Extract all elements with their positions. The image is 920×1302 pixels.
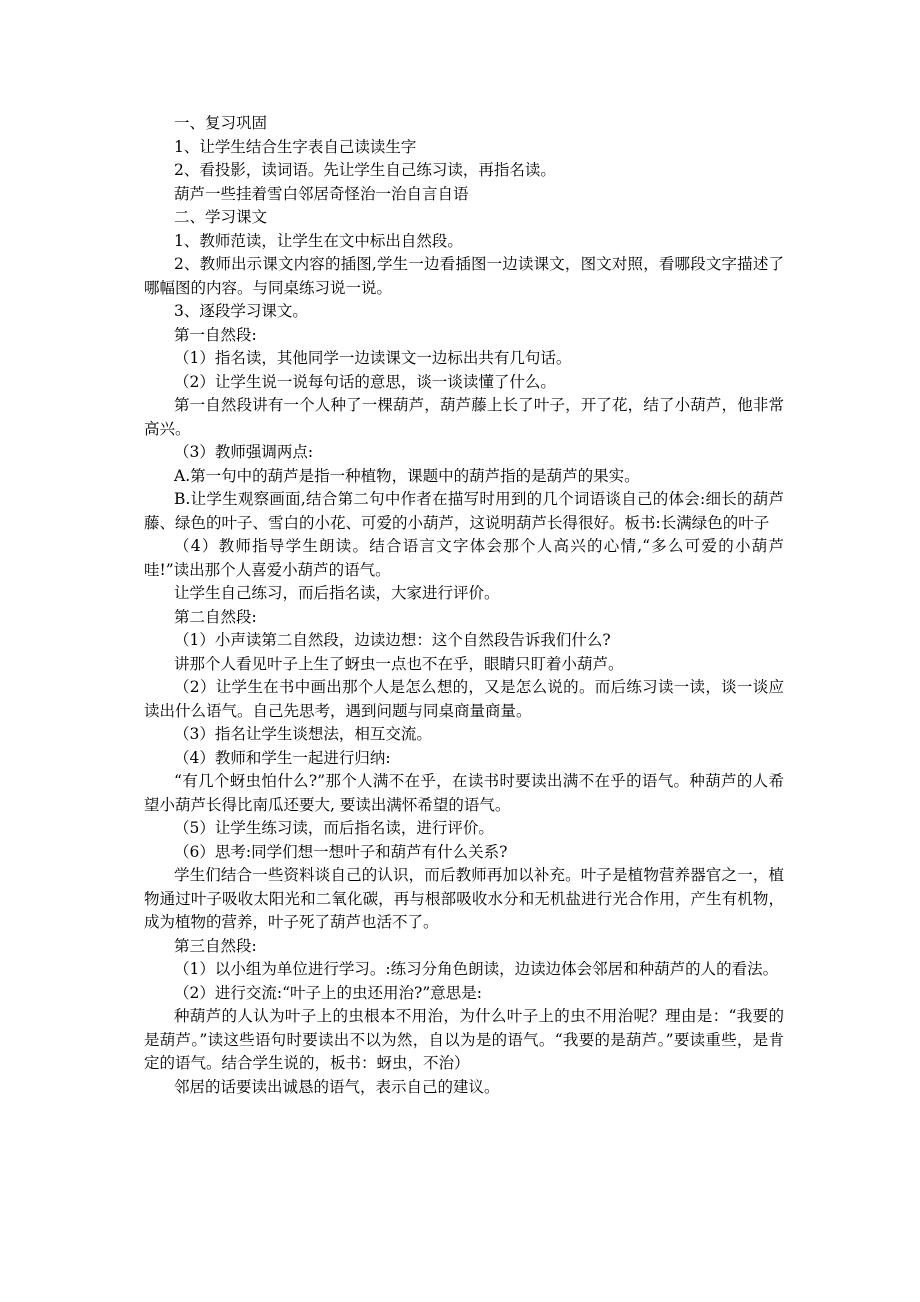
section-label-first: 第一自然段:	[174, 325, 257, 344]
paragraph: （4）教师指导学生朗读。结合语言文字体会那个人高兴的心情,“多么可爱的小葫芦哇!”读出那个人喜爱小葫芦的语气。	[144, 537, 784, 579]
paragraph: 第一自然段讲有一个人种了一棵葫芦，葫芦藤上长了叶子，开了花，结了小葫芦，他非常高兴。	[144, 396, 784, 438]
paragraph: （3）教师强调两点:	[174, 443, 314, 461]
paragraph: B.让学生观察画面,结合第二句中作者在描写时用到的几个词语谈自己的体会:细长的葫芦藤、绿色的叶子、雪白的小花、可爱的小葫芦，这说明葫芦长得很好。板书:长满绿色的叶子	[144, 490, 784, 532]
paragraph: （1）小声读第二自然段，边读边想：这个自然段告诉我们什么?	[174, 631, 611, 649]
paragraph: （6）思考:同学们想一想叶子和葫芦有什么关系?	[174, 842, 508, 861]
paragraph: 让学生自己练习，而后指名读，大家进行评价。	[174, 584, 500, 602]
paragraph: 讲那个人看见叶子上生了蚜虫一点也不在乎，眼睛只盯着小葫芦。	[174, 654, 624, 673]
paragraph: 学生们结合一些资料谈自己的认识，而后教师再加以补充。叶子是植物营养器官之一，植物通过叶子吸收太阳光和二氧化碳，再与根部吸收水分和无机盐进行光合作用，产生有机物，成为植物的营养，叶子死了葫芦也活不了。	[144, 866, 784, 931]
section-label-third: 第三自然段:	[174, 936, 257, 955]
heading-review: 一、复习巩固	[174, 114, 268, 132]
paragraph: 1、教师范读，让学生在文中标出自然段。	[174, 231, 463, 250]
paragraph: （1）以小组为单位进行学习。:练习分角色朗读，边读边体会邻居和种葫芦的人的看法。	[174, 960, 779, 978]
paragraph: （3）指名让学生谈想法，相互交流。	[174, 725, 432, 743]
paragraph: 种葫芦的人认为叶子上的虫根本不用治，为什么叶子上的虫不用治呢？理由是：“我要的是葫芦。”读这些语句时要读出不以为然，自以为是的语气。“我要的是葫芦。”要读重些，是肯定的语气。结合学生说的，板书：蚜虫，不治）	[144, 1007, 784, 1072]
paragraph: 2、教师出示课文内容的插图,学生一边看插图一边读课文，图文对照，看哪段文字描述了哪幅图的内容。与同桌练习说一说。	[144, 255, 784, 297]
vocabulary-list: 葫芦一些挂着雪白邻居奇怪治一治自言自语	[174, 184, 469, 203]
paragraph: “有几个蚜虫怕什么?”那个人满不在乎，在读书时要读出满不在乎的语气。种葫芦的人希望小葫芦长得比南瓜还要大, 要读出满怀希望的语气。	[144, 772, 784, 814]
paragraph: 2、看投影，读词语。先让学生自己练习读，再指名读。	[174, 161, 556, 179]
paragraph: 1、让学生结合生字表自己读读生字	[174, 137, 417, 156]
paragraph: （2）进行交流:“叶子上的虫还用治?”意思是:	[174, 983, 482, 1002]
heading-learn-text: 二、学习课文	[174, 208, 268, 226]
lesson-plan-text	[144, 112, 784, 1099]
paragraph: （1）指名读，其他同学一边读课文一边标出共有几句话。	[174, 349, 572, 367]
paragraph: （5）让学生练习读，而后指名读，进行评价。	[174, 819, 494, 837]
paragraph: （2）让学生在书中画出那个人是怎么想的，又是怎么说的。而后练习读一读，谈一谈应读出什么语气。自己先思考，遇到问题与同桌商量商量。	[144, 678, 784, 720]
paragraph: A.第一句中的葫芦是指一种植物，课题中的葫芦指的是葫芦的果实。	[174, 466, 640, 485]
section-label-second: 第二自然段:	[174, 607, 257, 626]
paragraph: 3、逐段学习课文。	[174, 302, 308, 320]
paragraph: （2）让学生说一说每句话的意思，谈一谈读懂了什么。	[174, 372, 556, 391]
paragraph: 邻居的话要读出诚恳的语气，表示自己的建议。	[174, 1077, 500, 1096]
paragraph: （4）教师和学生一起进行归纳:	[174, 748, 391, 767]
